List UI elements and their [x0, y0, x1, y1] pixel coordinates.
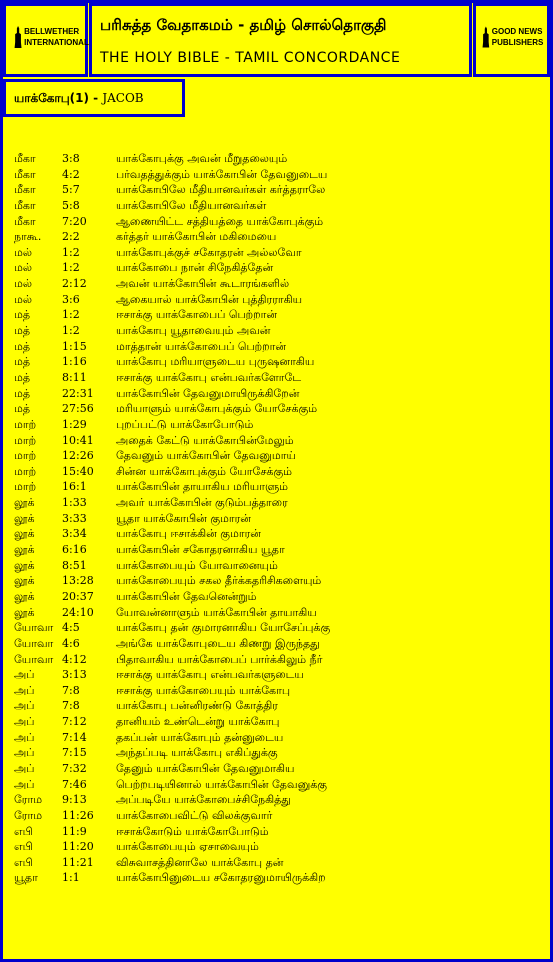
heading-separator: - [93, 91, 99, 105]
entry-book: அப் [14, 683, 35, 697]
goodnews-icon [482, 16, 490, 58]
entry-reference: 6:16 [62, 543, 87, 557]
concordance-entry [14, 479, 534, 495]
entry-reference: 11:9 [62, 824, 87, 838]
entry-reference: 3:8 [62, 152, 80, 165]
entry-text: யாக்கோபையும் சகல தீர்க்கதரிசிகளையும் [116, 574, 322, 588]
entry-text: யாக்கோபு மரியாளுடைய புருஷனாகிய [116, 355, 315, 369]
entry-book: ரோம [14, 793, 43, 807]
entry-text: யாக்கோபு ஈசாக்கின் குமாரன் [116, 527, 261, 541]
concordance-entry [14, 339, 534, 355]
entry-book: லூக் [14, 558, 35, 572]
concordance-entry [14, 698, 534, 714]
section-heading-box [3, 79, 185, 117]
entry-text: அவன் யாக்கோபின் கூடாரங்களில் [116, 277, 290, 291]
entry-reference: 22:31 [62, 386, 94, 400]
concordance-entry [14, 667, 534, 683]
entry-book: மீகா [14, 167, 36, 181]
entry-book: மாற் [14, 433, 37, 447]
entry-book: அப் [14, 699, 35, 713]
entry-book: எபி [14, 840, 33, 854]
concordance-entry [14, 229, 534, 245]
bellwether-icon [14, 16, 22, 58]
entry-book: எபி [14, 824, 33, 838]
entry-reference: 8:51 [62, 558, 87, 572]
concordance-entry [14, 636, 534, 652]
concordance-entry [14, 495, 534, 511]
entry-reference: 4:6 [62, 636, 80, 650]
concordance-entry [14, 526, 534, 542]
entry-text: மரியாளும் யாக்கோபுக்கும் யோசேக்கும் [116, 402, 318, 416]
entry-book: மல் [14, 261, 32, 275]
entry-book: அப் [14, 761, 35, 775]
entry-text: யாக்கோபினுடைய சகோதரனுமாயிருக்கிற [116, 871, 326, 885]
concordance-entry [14, 839, 534, 855]
entry-text: தேனும் யாக்கோபின் தேவனுமாகிய [116, 761, 295, 775]
entry-book: லூக் [14, 511, 35, 525]
concordance-entry [14, 620, 534, 636]
entry-reference: 7:8 [62, 699, 80, 713]
concordance-entry [14, 167, 534, 183]
entry-text: அதைக் கேட்டு யாக்கோபின்மேலும் [116, 433, 294, 447]
entry-text: யாக்கோபின் தேவனுமாயிருக்கிறேன் [116, 386, 300, 400]
entry-text: கர்த்தர் யாக்கோபின் மகிமையை [116, 230, 277, 244]
entry-book: லூக் [14, 527, 35, 541]
entry-reference: 7:14 [62, 730, 87, 744]
concordance-entry [14, 511, 534, 527]
entry-reference: 7:8 [62, 683, 80, 697]
entry-book: மத் [14, 324, 31, 338]
concordance-entry [14, 761, 534, 777]
entry-book: யோவா [14, 621, 54, 635]
concordance-entry [14, 182, 534, 198]
publisher-logo-left [3, 3, 88, 77]
entry-text: யாக்கோபு தன் குமாரனாகிய யோசேப்புக்கு [116, 621, 331, 635]
concordance-entry [14, 683, 534, 699]
concordance-entry [14, 824, 534, 840]
entry-reference: 13:28 [62, 574, 94, 588]
entry-text: யாக்கோபின் சகோதரனாகிய யூதா [116, 543, 285, 557]
entry-text: தேவனும் யாக்கோபின் தேவனுமாய் [116, 449, 296, 463]
entry-reference: 11:26 [62, 808, 94, 822]
entry-text: யாக்கோபுக்கு அவன் மீறுதலையும் [116, 152, 288, 165]
entry-text: யாக்கோபு பன்னிரண்டு கோத்திர [116, 699, 278, 713]
entry-text: ஈசாக்கு யாக்கோபையும் யாக்கோபு [116, 683, 291, 697]
entry-text: அவர் யாக்கோபின் குடும்பத்தாரை [116, 496, 288, 510]
entry-text: ஆகையால் யாக்கோபின் புத்திரராகிய [116, 292, 303, 306]
entry-text: தகப்பன் யாக்கோபும் தன்னுடைய [116, 730, 284, 744]
entry-book: மல் [14, 277, 32, 291]
entry-text: சின்ன யாக்கோபுக்கும் யோசேக்கும் [116, 464, 293, 478]
entry-reference: 4:2 [62, 167, 80, 181]
entry-reference: 7:32 [62, 761, 87, 775]
entry-book: மாற் [14, 417, 37, 431]
entry-reference: 20:37 [62, 589, 94, 603]
entry-book: யோவா [14, 652, 54, 666]
entry-book: மத் [14, 339, 31, 353]
entry-book: யூதா [14, 871, 38, 885]
entry-book: லூக் [14, 496, 35, 510]
entry-book: மல் [14, 245, 32, 259]
entry-reference: 27:56 [62, 402, 94, 416]
entry-book: மீகா [14, 183, 36, 197]
entry-text: மாத்தான் யாக்கோபைப் பெற்றான் [116, 339, 287, 353]
entry-book: நாகூ. [14, 230, 42, 244]
entry-book: மாற் [14, 480, 37, 494]
heading-english: JACOB [102, 91, 144, 105]
concordance-entry [14, 855, 534, 871]
entry-text: யாக்கோபின் தேவனென்றும் [116, 589, 257, 603]
entry-reference: 1:2 [62, 308, 80, 322]
entry-book: மத் [14, 355, 31, 369]
entry-book: மீகா [14, 214, 36, 228]
entry-text: யோவன்னாளும் யாக்கோபின் தாயாகிய [116, 605, 317, 619]
entry-reference: 10:41 [62, 433, 94, 447]
entry-text: ஈசாக்கோடும் யாக்கோபோடும் [116, 824, 269, 838]
concordance-entry [14, 260, 534, 276]
entry-text: ஆணையிட்ட சத்தியத்தை யாக்கோபுக்கும் [116, 214, 324, 228]
entry-book: மத் [14, 370, 31, 384]
concordance-entry [14, 792, 534, 808]
concordance-entry [14, 151, 534, 167]
entry-text: அங்கே யாக்கோபுடைய கிணறு இருந்தது [116, 636, 320, 650]
entry-text: யாக்கோபின் தாயாகிய மரியாளும் [116, 480, 289, 494]
entry-book: அப் [14, 730, 35, 744]
entry-reference: 5:7 [62, 183, 80, 197]
entry-text: யாக்கோபையும் யோவானையும் [116, 558, 278, 572]
entry-book: மீகா [14, 152, 36, 165]
entry-book: மாற் [14, 464, 37, 478]
entry-reference: 1:16 [62, 355, 87, 369]
entry-text: தானியம் உண்டென்று யாக்கோபு [116, 715, 280, 729]
title-english: THE HOLY BIBLE - TAMIL CONCORDANCE [100, 50, 401, 66]
entry-book: அப் [14, 715, 35, 729]
entry-book: ரோம [14, 808, 43, 822]
concordance-entry [14, 464, 534, 480]
concordance-entry [14, 417, 534, 433]
concordance-entry [14, 245, 534, 261]
entry-reference: 1:2 [62, 245, 80, 259]
entry-reference: 3:6 [62, 292, 80, 306]
entry-text: யாக்கோபைவிட்டு விலக்குவார் [116, 808, 273, 822]
concordance-entry [14, 730, 534, 746]
entry-book: லூக் [14, 574, 35, 588]
concordance-entry [14, 870, 534, 886]
entry-text: யாக்கோபை நான் சிநேகித்தேன் [116, 261, 274, 275]
entry-reference: 2:12 [62, 277, 87, 291]
entry-book: மத் [14, 386, 31, 400]
concordance-entry [14, 276, 534, 292]
entry-book: அப் [14, 777, 35, 791]
entry-text: ஈசாக்கு யாக்கோபு என்பவர்களுடைய [116, 668, 304, 682]
entry-text: அந்தப்படி யாக்கோபு எகிப்துக்கு [116, 746, 278, 760]
entry-text: அப்படியே யாக்கோபைச்சிநேகித்து [116, 793, 291, 807]
concordance-list [14, 151, 534, 886]
concordance-entry [14, 652, 534, 668]
concordance-entry [14, 542, 534, 558]
entry-book: லூக் [14, 543, 35, 557]
entry-text: விசுவாசத்தினாலே யாக்கோபு தன் [116, 855, 284, 869]
concordance-entry [14, 714, 534, 730]
concordance-entry [14, 558, 534, 574]
concordance-entry [14, 198, 534, 214]
entry-reference: 24:10 [62, 605, 94, 619]
section-heading [14, 91, 144, 107]
entry-text: ஈசாக்கு யாக்கோபு என்பவர்களோடே [116, 370, 302, 384]
heading-word: யாக்கோபு(1) [14, 91, 89, 105]
entry-text: யாக்கோபிலே மீதியானவர்கள் கர்த்தராலே [116, 183, 326, 197]
entry-reference: 16:1 [62, 480, 87, 494]
publisher-logo-right [473, 3, 550, 77]
entry-reference: 7:20 [62, 214, 87, 228]
entry-reference: 1:15 [62, 339, 87, 353]
entry-reference: 7:12 [62, 715, 87, 729]
concordance-entry [14, 401, 534, 417]
entry-text: பிதாவாகிய யாக்கோபைப் பார்க்கிலும் நீர் [116, 652, 323, 666]
entry-text: பெற்றபடியினால் யாக்கோபின் தேவனுக்கு [116, 777, 328, 791]
entry-text: யாக்கோபு யூதாவையும் அவன் [116, 324, 271, 338]
concordance-entry [14, 386, 534, 402]
entry-text: யாக்கோபுக்குச் சகோதரன் அல்லவோ [116, 245, 302, 259]
concordance-entry [14, 589, 534, 605]
entry-book: மல் [14, 292, 32, 306]
entry-book: லூக் [14, 605, 35, 619]
concordance-entry [14, 214, 534, 230]
entry-book: மாற் [14, 449, 37, 463]
entry-book: அப் [14, 746, 35, 760]
entry-reference: 3:34 [62, 527, 87, 541]
entry-book: அப் [14, 668, 35, 682]
entry-text: யூதா யாக்கோபின் குமாரன் [116, 511, 251, 525]
entry-reference: 9:13 [62, 793, 87, 807]
entry-book: எபி [14, 855, 33, 869]
entry-text: யாக்கோபிலே மீதியானவர்கள் [116, 198, 267, 212]
entry-reference: 1:33 [62, 496, 87, 510]
entry-reference: 3:13 [62, 668, 87, 682]
concordance-entry [14, 777, 534, 793]
title-tamil: பரிசுத்த வேதாகமம் - தமிழ் சொல்தொகுதி [100, 16, 387, 34]
entry-reference: 2:2 [62, 230, 80, 244]
concordance-entry [14, 573, 534, 589]
concordance-entry [14, 808, 534, 824]
entry-reference: 5:8 [62, 198, 80, 212]
entry-book: யோவா [14, 636, 54, 650]
right-logo-text: GOOD NEWS PUBLISHERS [491, 27, 544, 47]
concordance-entry [14, 448, 534, 464]
entry-reference: 3:33 [62, 511, 87, 525]
entry-reference: 1:29 [62, 417, 87, 431]
entry-book: மீகா [14, 198, 36, 212]
concordance-entry [14, 292, 534, 308]
entry-reference: 7:46 [62, 777, 87, 791]
entry-book: மத் [14, 308, 31, 322]
entry-reference: 7:15 [62, 746, 87, 760]
entry-text: ஈசாக்கு யாக்கோபைப் பெற்றான் [116, 308, 278, 322]
entry-reference: 4:12 [62, 652, 87, 666]
title-banner [89, 3, 472, 77]
concordance-entry [14, 323, 534, 339]
entry-reference: 11:21 [62, 855, 94, 869]
concordance-entry [14, 745, 534, 761]
left-logo-text: BELLWETHER INTERNATIONAL [24, 27, 89, 47]
entry-text: பர்வதத்துக்கும் யாக்கோபின் தேவனுடைய [116, 167, 328, 181]
concordance-entry [14, 605, 534, 621]
concordance-entry [14, 307, 534, 323]
entry-text: புறப்பட்டு யாக்கோபோடும் [116, 417, 254, 431]
entry-book: மத் [14, 402, 31, 416]
entry-text: யாக்கோபையும் ஏசாவையும் [116, 840, 259, 854]
entry-reference: 15:40 [62, 464, 94, 478]
entry-book: லூக் [14, 589, 35, 603]
entry-reference: 4:5 [62, 621, 80, 635]
entry-reference: 1:2 [62, 261, 80, 275]
concordance-entry [14, 370, 534, 386]
entry-reference: 8:11 [62, 370, 87, 384]
concordance-entry [14, 433, 534, 449]
entry-reference: 12:26 [62, 449, 94, 463]
entry-reference: 1:2 [62, 324, 80, 338]
entry-reference: 1:1 [62, 871, 80, 885]
concordance-entry [14, 354, 534, 370]
entry-reference: 11:20 [62, 840, 94, 854]
